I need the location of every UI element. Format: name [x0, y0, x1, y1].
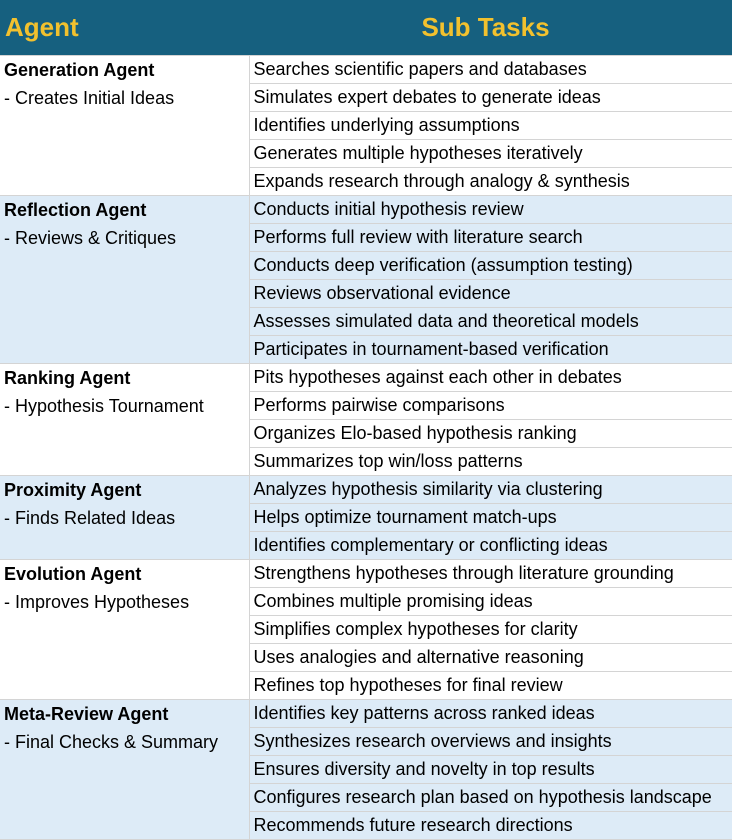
agent-cell: [0, 700, 249, 840]
agent-cell: [0, 364, 249, 476]
sub-task-cell: Expands research through analogy & synthesis: [249, 168, 732, 196]
agent-role: - Hypothesis Tournament: [4, 396, 204, 416]
table-row: [0, 476, 732, 504]
agent-role: - Final Checks & Summary: [4, 732, 219, 752]
agent-group: [0, 56, 732, 196]
sub-task-cell: Reviews observational evidence: [249, 280, 732, 308]
sub-task-cell: Generates multiple hypotheses iteratively: [249, 140, 732, 168]
agent-group: [0, 476, 732, 560]
sub-task-cell: Identifies key patterns across ranked ideas: [249, 700, 732, 728]
sub-task-cell: Combines multiple promising ideas: [249, 588, 732, 616]
sub-task-cell: Configures research plan based on hypothesis landscape: [249, 784, 732, 812]
agent-role: - Creates Initial Ideas: [4, 88, 175, 108]
sub-task-cell: Simplifies complex hypotheses for clarity: [249, 616, 732, 644]
agent-cell: [0, 476, 249, 560]
agent-cell: [0, 56, 249, 196]
agent-cell: [0, 560, 249, 700]
agent-group: [0, 196, 732, 364]
sub-task-cell: Organizes Elo-based hypothesis ranking: [249, 420, 732, 448]
header-row: [0, 0, 732, 56]
sub-task-cell: Summarizes top win/loss patterns: [249, 448, 732, 476]
sub-task-cell: Conducts initial hypothesis review: [249, 196, 732, 224]
table-row: [0, 364, 732, 392]
agent-name: Meta-Review Agent: [4, 704, 169, 724]
table-row: [0, 560, 732, 588]
sub-task-cell: Ensures diversity and novelty in top results: [249, 756, 732, 784]
sub-task-cell: Refines top hypotheses for final review: [249, 672, 732, 700]
agent-cell: [0, 196, 249, 364]
header-sub-tasks: Sub Tasks: [249, 0, 732, 56]
sub-task-cell: Strengthens hypotheses through literature grounding: [249, 560, 732, 588]
table-row: [0, 700, 732, 728]
sub-task-cell: Analyzes hypothesis similarity via clustering: [249, 476, 732, 504]
sub-task-cell: Simulates expert debates to generate ideas: [249, 84, 732, 112]
agent-group: [0, 364, 732, 476]
sub-task-cell: Helps optimize tournament match-ups: [249, 504, 732, 532]
sub-task-cell: Performs full review with literature search: [249, 224, 732, 252]
sub-task-cell: Performs pairwise comparisons: [249, 392, 732, 420]
agent-role: - Finds Related Ideas: [4, 508, 176, 528]
agent-name: Reflection Agent: [4, 200, 147, 220]
agent-role: - Reviews & Critiques: [4, 228, 177, 248]
sub-task-cell: Searches scientific papers and databases: [249, 56, 732, 84]
table-row: [0, 196, 732, 224]
sub-task-cell: Uses analogies and alternative reasoning: [249, 644, 732, 672]
sub-task-cell: Synthesizes research overviews and insights: [249, 728, 732, 756]
header-agent: Agent: [0, 0, 249, 56]
sub-task-cell: Pits hypotheses against each other in debates: [249, 364, 732, 392]
sub-task-cell: Identifies underlying assumptions: [249, 112, 732, 140]
sub-task-cell: Identifies complementary or conflicting ideas: [249, 532, 732, 560]
sub-task-cell: Assesses simulated data and theoretical models: [249, 308, 732, 336]
agent-group: [0, 700, 732, 840]
agent-role: - Improves Hypotheses: [4, 592, 190, 612]
agent-group: [0, 560, 732, 700]
agent-name: Generation Agent: [4, 60, 155, 80]
agent-name: Proximity Agent: [4, 480, 142, 500]
sub-task-cell: Recommends future research directions: [249, 812, 732, 840]
table-row: [0, 56, 732, 84]
sub-task-cell: Conducts deep verification (assumption testing): [249, 252, 732, 280]
sub-task-cell: Participates in tournament-based verification: [249, 336, 732, 364]
agent-name: Evolution Agent: [4, 564, 142, 584]
agent-name: Ranking Agent: [4, 368, 131, 388]
